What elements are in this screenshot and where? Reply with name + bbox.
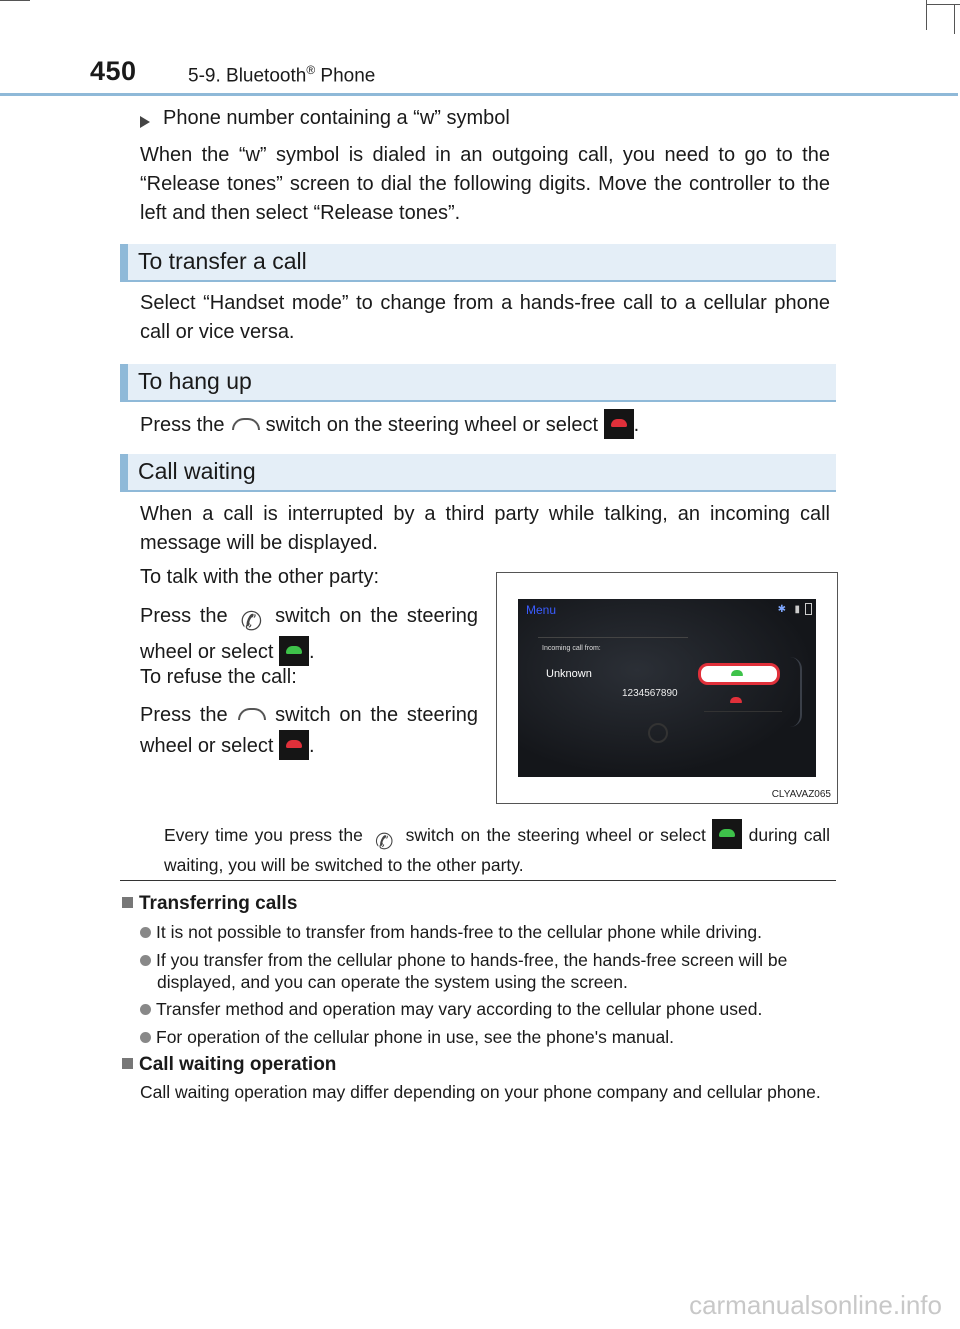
- screen-divider: [704, 711, 782, 712]
- mute-icon: [648, 723, 668, 743]
- note-item: It is not possible to transfer from hands-free to the cellular phone while driving.: [140, 921, 836, 943]
- intro-paragraph: When the “w” symbol is dialed in an outgoing call, you need to go to the “Release tones” screen to dial the following digits. Move the controller to the left and then select “Release tones”.: [140, 144, 830, 224]
- talk-label: To talk with the other party:: [140, 566, 380, 588]
- scroll-arc: [790, 657, 802, 727]
- round-bullet-icon: [140, 927, 151, 938]
- section-bar: [120, 364, 128, 400]
- note-item: If you transfer from the cellular phone to hands-free, the hands-free screen will be displayed, and you can operate the system using the screen.: [140, 949, 836, 993]
- call-waiting-note: Every time you press the ✆ switch on the steering wheel or select during call waiting, you will be switched to the other party.: [164, 819, 830, 876]
- waiting-op-heading: Call waiting operation: [122, 1054, 336, 1076]
- caller-name: Unknown: [546, 668, 592, 680]
- section-bar: [120, 244, 128, 280]
- section-title: Call waiting: [138, 458, 256, 484]
- crop-mark: [0, 0, 30, 1]
- section-call-waiting: [120, 454, 836, 492]
- answer-button[interactable]: [698, 663, 780, 685]
- section-title: To transfer a call: [138, 248, 307, 274]
- section-bar: [120, 454, 128, 490]
- bullet-heading: Phone number containing a “w” symbol: [163, 107, 510, 129]
- talk-instruction: Press the ✆ switch on the steering wheel or select .: [140, 601, 478, 667]
- note-item: Transfer method and operation may vary according to the cellular phone used.: [140, 998, 836, 1020]
- triangle-bullet-icon: [140, 116, 150, 128]
- round-bullet-icon: [140, 1004, 151, 1015]
- refuse-instruction: Press the switch on the steering wheel or select .: [140, 700, 478, 761]
- square-bullet-icon: [122, 1058, 133, 1069]
- image-caption: CLYAVAZ065: [771, 789, 831, 800]
- hangup-paragraph: Press the switch on the steering wheel or select .: [140, 409, 830, 440]
- battery-icon: [805, 603, 812, 615]
- section-transfer: [120, 244, 836, 282]
- section-title: To hang up: [138, 368, 252, 394]
- answer-button-icon: [712, 819, 742, 849]
- incoming-label: Incoming call from:: [542, 645, 601, 652]
- square-bullet-icon: [122, 897, 133, 908]
- bluetooth-icon: ✱: [777, 604, 786, 615]
- steering-pickup-icon: ✆: [375, 829, 394, 854]
- menu-label: Menu: [526, 603, 557, 617]
- transfer-paragraph: Select “Handset mode” to change from a hands-free call to a cellular phone call or vice versa.: [140, 292, 830, 343]
- answer-button-icon: [731, 670, 743, 676]
- section-hangup: [120, 364, 836, 402]
- answer-button-icon: [279, 636, 309, 666]
- transferring-heading: Transferring calls: [122, 893, 297, 915]
- crop-mark: [954, 4, 955, 34]
- caller-number: 1234567890: [622, 688, 678, 699]
- hangup-button-icon: [604, 409, 634, 439]
- hangup-button-icon: [279, 730, 309, 760]
- header-rule: [0, 93, 958, 96]
- screen-divider: [538, 637, 688, 638]
- note-item: For operation of the cellular phone in use, see the phone's manual.: [140, 1026, 836, 1048]
- refuse-label: To refuse the call:: [140, 666, 297, 688]
- steering-hangup-icon: [230, 418, 260, 430]
- waiting-op-body: Call waiting operation may differ depending on your phone company and cellular phone.: [140, 1082, 821, 1102]
- waiting-paragraph: When a call is interrupted by a third party while talking, an incoming call message will be displayed.: [140, 503, 830, 554]
- chapter-title: 5-9. Bluetooth® Phone: [188, 63, 376, 87]
- display-screen: [518, 599, 816, 777]
- steering-hangup-icon: [236, 708, 266, 720]
- round-bullet-icon: [140, 1032, 151, 1043]
- screen-illustration: [496, 572, 838, 804]
- notes-divider: [120, 880, 836, 881]
- page-number: 450: [90, 56, 137, 86]
- decline-button-icon[interactable]: [730, 697, 742, 703]
- steering-pickup-icon: ✆: [240, 606, 263, 636]
- round-bullet-icon: [140, 955, 151, 966]
- watermark: carmanualsonline.info: [689, 1290, 942, 1320]
- signal-icon: ▮: [794, 604, 800, 615]
